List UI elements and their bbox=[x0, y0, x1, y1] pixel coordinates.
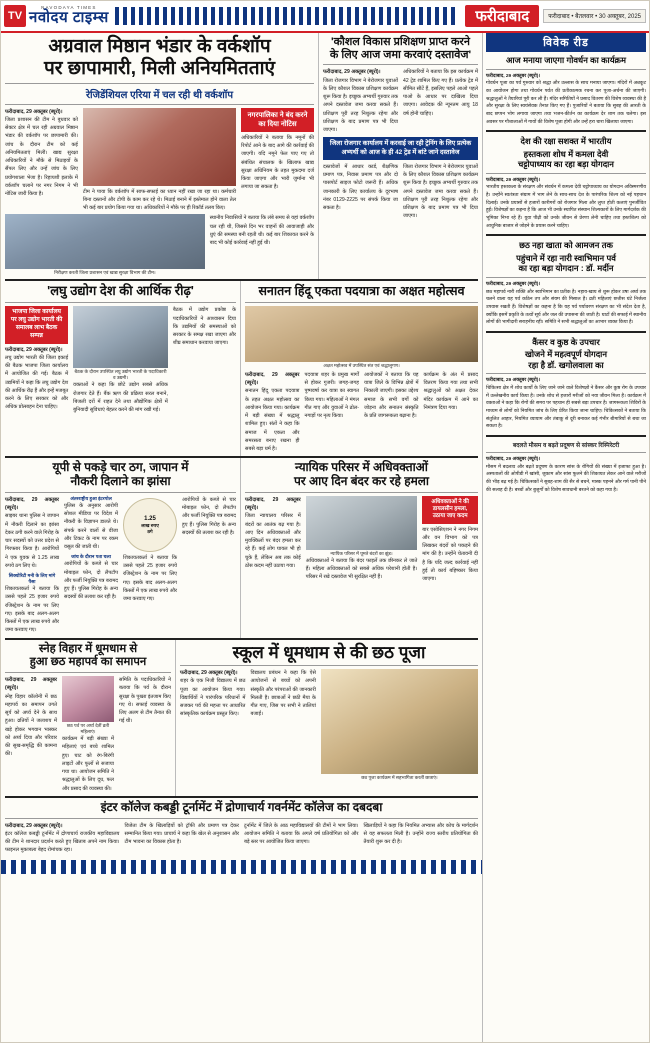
right-item-3-head-2: पहुंचाने में रहा नारी स्वाभिमान पर्व bbox=[516, 252, 616, 263]
court-headline-line2: पर आए दिन बंदर कर रहे हमला bbox=[293, 474, 430, 489]
right-item-4-head-1: कैंसर व कुष्ठ के उपचार bbox=[532, 336, 600, 347]
laghu-text-1: लघु उद्योग भारती की जिला इकाई की बैठक भाजपा जिला कार्यालय में आयोजित की गई। बैठक में उद्यमियों ने कहा कि लघु उद्योग देश की आर्थिक रीढ़ हैं और इन्हें मजबूत करने के लिए सरकार को और अधिक प्रोत्साहन देना चाहिए। bbox=[5, 354, 69, 411]
thug-text-2: पुलिस के अनुसार आरोपी सोशल मीडिया पर विदेश में नौकरी के विज्ञापन डालते थे। संपर्क करने वालों से वीजा और टिकट के नाम पर रकम वसूल की जाती थी। bbox=[64, 502, 118, 551]
lead-byline: फरीदाबाद, 29 अक्तूबर (ब्यूरो)। bbox=[5, 108, 63, 115]
right-item-2 bbox=[486, 136, 646, 230]
right-item-5-byline: फरीदाबाद, 29 अक्तूबर (ब्यूरो)। bbox=[486, 457, 541, 463]
right-item-3 bbox=[486, 240, 646, 327]
skill-col-1 bbox=[323, 68, 398, 134]
paper-nameplate bbox=[29, 6, 109, 27]
right-column bbox=[483, 33, 649, 1043]
thug-text-3: शिकायतकर्ता ने बताया कि उससे पहले 25 हजार रुपये रजिस्ट्रेशन के नाम पर लिए गए। इसके बाद अलग-अलग किस्तों में एक लाख रुपये और जमा करवाए गए। bbox=[123, 554, 177, 603]
laghu-headline: 'लघु उद्योग देश की आर्थिक रीढ़' bbox=[47, 283, 194, 299]
skill-text-1: जिला रोजगार विभाग ने बेरोजगार युवाओं के लिए कौशल विकास प्रशिक्षण कार्यक्रम शुरू किया है। इच्छुक अभ्यर्थी गुरुवार तक अपने दस्तावेज जमा करवा सकते हैं। प्रशिक्षण पूरी तरह निशुल्क रहेगा और प्रशिक्षण के बाद प्रमाण पत्र भी दिया जाएगा। bbox=[323, 77, 398, 134]
laghu-photo-block bbox=[73, 306, 168, 414]
thug-col-3 bbox=[123, 496, 177, 635]
skill-col-2 bbox=[403, 68, 478, 134]
right-item-4 bbox=[486, 337, 646, 431]
right-item-2-byline: फरीदाबाद, 29 अक्तूबर (ब्यूरो)। bbox=[486, 177, 541, 183]
skill-text-2: अधिकारियों ने बताया कि इस कार्यक्रम में 42 ट्रेड शामिल किए गए हैं। प्रत्येक ट्रेड में सीमित सीटें हैं, इसलिए पहले आओ पहले पाओ के आधार पर दाखिला दिया जाएगा। आवेदक की न्यूनतम आयु 18 वर्ष होनी चाहिए। bbox=[403, 69, 478, 117]
lead-photo-2 bbox=[5, 214, 205, 269]
kabaddi-text-2: विजेता टीम के खिलाड़ियों को ट्रॉफी और प्रमाण पत्र देकर सम्मानित किया गया। प्राचार्य ने कहा कि खेल से अनुशासन और टीम भावना का विकास होता है। bbox=[124, 822, 239, 846]
right-item-3-byline: फरीदाबाद, 29 अक्तूबर (ब्यूरो)। bbox=[486, 281, 541, 287]
chhath-caption: छठ पर्व पर अर्घ्य देतीं व्रती महिलाएं। bbox=[66, 723, 110, 735]
chhath-text-2: कार्यक्रम में बड़ी संख्या में महिलाएं एवं बच्चे शामिल हुए। घाट को रंग-बिरंगी लाइटों और फूलों से सजाया गया था। आयोजन समिति ने श्रद्धालुओं के लिए दूध, फल और प्रसाद की व्यवस्था की। bbox=[62, 736, 114, 792]
thug-text-1b: शिकायतकर्ता ने बताया कि उससे पहले 25 हजार रुपये रजिस्ट्रेशन के नाम पर लिए गए। इसके बाद अलग-अलग किस्तों में एक लाख रुपये और जमा करवाए गए। bbox=[5, 586, 59, 634]
school-article bbox=[176, 640, 482, 796]
thug-amount-verb: ठगे bbox=[147, 528, 153, 534]
chhath-photo-block bbox=[62, 676, 114, 793]
lead-text-3: अधिकारियों ने बताया कि नमूनों की रिपोर्ट आने के बाद आगे की कार्रवाई की जाएगी। यदि नमूने फेल पाए गए तो संबंधित संचालक के खिलाफ खाद्य सुरक्षा अधिनियम के तहत मुकदमा दर्ज किया जाएगा और भारी जुर्माना भी लगाया जा सकता है। bbox=[241, 134, 314, 191]
court-text-1: जिला न्यायालय परिसर में बंदरों का आतंक बढ़ गया है। आए दिन अधिवक्ताओं और मुवक्किलों पर बंदर हमला कर रहे हैं। कई लोग घायल भी हो चुके हैं, लेकिन अब तक कोई ठोस कदम नहीं उठाया गया। bbox=[245, 513, 301, 569]
school-photo bbox=[321, 669, 478, 774]
chhath-headline-line1: स्नेह विहार में धूमधाम से bbox=[38, 642, 138, 655]
school-byline: फरीदाबाद, 29 अक्तूबर (ब्यूरो)। bbox=[180, 670, 238, 677]
thug-byline: फरीदाबाद, 29 अक्तूबर (ब्यूरो)। bbox=[5, 496, 59, 512]
right-item-5-text: मौसम में बदलाव और बढ़ते प्रदूषण के कारण सांस के रोगियों की संख्या में इजाफा हुआ है। अस्पतालों की ओपीडी में खांसी, जुकाम और सांस फूलने की शिकायत लेकर आने वाले मरीजों की भीड़ बढ़ गई है। चिकित्सकों ने सुबह-शाम की सैर से बचने, मास्क पहनने और गर्म पानी पीने की सलाह दी है। बच्चों और बुजुर्गों को विशेष सावधानी बरतने को कहा गया है। bbox=[486, 464, 646, 493]
kabaddi-text-3: टूर्नामेंट में जिले के आठ महाविद्यालयों की टीमों ने भाग लिया। आयोजन समिति ने बताया कि अगले वर्ष प्रतियोगिता को और बड़े स्तर पर आयोजित किया जाएगा। bbox=[244, 822, 359, 846]
chhath-text-3: समिति के पदाधिकारियों ने बताया कि पर्व के दौरान सुरक्षा के पुख्ता इंतजाम किए गए थे। सफाई व्यवस्था के लिए अलग से टीम तैनात की गई थी। bbox=[119, 677, 171, 725]
lead-redbox: नगरपालिका ने बंद करने का दिया नोटिस bbox=[241, 108, 314, 132]
court-redbox: अधिवक्ताओं ने की डायलसीन हमला, उठाया जाए कदम bbox=[422, 496, 478, 524]
tv-logo-icon: TV bbox=[4, 5, 26, 27]
laghu-byline: फरीदाबाद, 29 अक्तूबर (ब्यूरो)। bbox=[5, 346, 63, 353]
kabaddi-article bbox=[1, 798, 482, 858]
lead-photo-block bbox=[83, 108, 236, 213]
right-item-2-head-1: देश की रक्षा सशक्त में भारतीय bbox=[520, 136, 612, 147]
right-item-2-text: भारतीय हस्तकला के संरक्षण और संवर्धन में कमला देवी चट्टोपाध्याय का योगदान अविस्मरणीय है। उन्होंने स्वतंत्रता संग्राम में भाग लेने के साथ-साथ देश के पारंपरिक शिल्प को नई पहचान दिलाई। उनके प्रयासों से हजारों कारीगरों को रोजगार मिला और लुप्त होती कलाएं पुनर्जीवित हुईं। विशेषज्ञों का कहना है कि आज भी उनके स्थापित संस्थान शिल्पकारों के लिए मार्गदर्शक की भूमिका निभा रहे हैं। युवा पीढ़ी को उनके जीवन से प्रेरणा लेनी चाहिए तथा हस्तशिल्प को आधुनिक बाजार से जोड़ने के प्रयास करने चाहिए। bbox=[486, 185, 646, 229]
laghu-article bbox=[1, 281, 241, 456]
school-text-2: विद्यालय प्रबंधन ने कहा कि ऐसे आयोजनों से बच्चों को अपनी संस्कृति और परंपराओं की जानकारी मिलती है। छात्राओं ने छठी मैया के गीत गाए, जिस पर सभी ने तालियां बजाईं। bbox=[250, 670, 316, 718]
right-item-3-head-3: का रहा बड़ा योगदान : डॉ. मर्दीन bbox=[518, 263, 614, 274]
right-item-4-head-3: रहा है डॉ. खगोलवाला का bbox=[528, 359, 604, 370]
masthead bbox=[1, 1, 649, 33]
skill-byline: फरीदाबाद, 29 अक्तूबर (ब्यूरो)। bbox=[323, 69, 381, 76]
sanatan-text-3: आयोजकों ने बताया कि यह यात्रा जिले के विभिन्न क्षेत्रों में निकाली जाएगी। इसका उद्देश्य समाज के सभी वर्गों को जोड़ना और सनातन संस्कृति के प्रति जागरूकता बढ़ाना है। bbox=[364, 371, 419, 420]
lead-col-3 bbox=[241, 108, 314, 213]
court-text-2: अधिवक्ताओं ने बताया कि बंदर फाइलें तक छीनकर ले जाते हैं। महिला अधिवक्ताओं को सबसे अधिक परेशानी होती है। परिसर में रखे दस्तावेज भी सुरक्षित नहीं हैं। bbox=[305, 557, 418, 581]
thug-text-1: साइबर थाना पुलिस ने जापान में नौकरी दिलाने का झांसा देकर ठगी करने वाले गिरोह के चार सदस्यों को उत्तर प्रदेश से गिरफ्तार किया है। आरोपियों ने एक युवक से 1.25 लाख रुपये ठग लिए थे। bbox=[5, 513, 59, 569]
lead-headline-line1: अग्रवाल मिष्ठान भंडार के वर्कशॉप bbox=[48, 36, 271, 57]
kabaddi-byline: फरीदाबाद, 29 अक्तूबर (ब्यूरो)। bbox=[5, 822, 63, 829]
court-col-1 bbox=[245, 496, 301, 584]
sanatan-headline: सनातन हिंदू एकता पदयात्रा का अक्षत महोत्सव bbox=[258, 284, 465, 299]
right-item-5-head: बदलते मौसम व बढ़ते प्रदूषण से सांस्कर रिस्पिरेटरी bbox=[512, 443, 620, 450]
court-caption: न्यायिक परिसर में घूमते बंदरों का झुंड। bbox=[330, 550, 393, 556]
sanatan-photo bbox=[245, 306, 478, 362]
skill-article bbox=[319, 33, 482, 279]
chhath-byline: फरीदाबाद, 29 अक्तूबर (ब्यूरो)। bbox=[5, 677, 57, 692]
lead-photo bbox=[83, 108, 236, 186]
chhath-text-1: स्नेह विहार कॉलोनी में छठ महापर्व का समापन उगते सूर्य को अर्घ्य देने के साथ हुआ। व्रतियों ने जलाशय में खड़े होकर भगवान भास्कर को अर्घ्य दिया और परिवार की सुख-समृद्धि की कामना की। bbox=[5, 693, 57, 758]
court-article bbox=[241, 458, 482, 637]
right-item-2-head-2: हस्तकला शोध में कमला देवी bbox=[523, 148, 609, 159]
school-col-1 bbox=[180, 669, 245, 781]
skill-text-3: दस्तावेजों में आधार कार्ड, शैक्षणिक प्रमाण पत्र, निवास प्रमाण पत्र और दो पासपोर्ट साइज फोटो जरूरी हैं। अधिक जानकारी के लिए कार्यालय के दूरभाष नंबर 0129-2225 पर संपर्क किया जा सकता है। bbox=[323, 163, 398, 212]
thug-col-1 bbox=[5, 496, 59, 635]
court-text-3: बार एसोसिएशन ने नगर निगम और वन विभाग को पत्र लिखकर बंदरों को पकड़ने की मांग की है। उन्होंने चेतावनी दी है कि यदि जल्द कार्रवाई नहीं हुई तो कार्य बहिष्कार किया जाएगा। bbox=[422, 526, 478, 583]
kabaddi-headline: इंटर कॉलेज कबड्डी टूर्नामेंट में द्रोणाचार्य गवर्नमेंट कॉलेज का दबदबा bbox=[100, 799, 383, 814]
sanatan-col-1 bbox=[245, 371, 300, 454]
court-photo-block bbox=[306, 496, 418, 584]
chhath-col-1 bbox=[5, 676, 57, 793]
chhath-headline-line2: हुआ छठ महापर्व का समापन bbox=[29, 655, 147, 668]
edition-date: फरीदाबाद • बैतलवार • 30 अक्तूबर, 2025 bbox=[543, 9, 646, 23]
thug-headline-line2: नौकरी दिलाने का झांसा bbox=[70, 474, 171, 489]
school-caption: छठ पूजा कार्यक्रम में सहभागिता करतीं छात्राएं। bbox=[361, 775, 438, 781]
right-item-5 bbox=[486, 441, 646, 494]
decorative-stripe bbox=[115, 7, 460, 25]
thug-sub-2: जांच के दौरान पता चला bbox=[71, 554, 111, 560]
court-photo bbox=[306, 496, 418, 550]
thug-article bbox=[1, 458, 241, 637]
paper-name-hindi: नवोदय टाइम्स bbox=[29, 9, 109, 27]
chhath-photo bbox=[62, 676, 114, 722]
lead-text-4: स्थानीय निवासियों ने बताया कि लंबे समय से यहां वर्कशॉप चल रही थी, जिससे दिन भर वाहनों की आवाजाही और धुएं की समस्या बनी रहती थी। कई बार शिकायत करने के बाद भी कोई कार्रवाई नहीं हुई थी। bbox=[209, 215, 314, 247]
skill-headline-line1: 'कौशल विकास प्रशिक्षण प्राप्त करने bbox=[330, 36, 471, 48]
right-item-1-head: आज मनाया जाएगा गोवर्धन का कार्यक्रम bbox=[506, 55, 626, 65]
lead-headline-line2: पर छापामारी, मिली अनियमितताएं bbox=[43, 57, 276, 79]
lead-kicker: रेजिडेंशियल एरिया में चल रही थी वर्कशॉप bbox=[85, 89, 234, 101]
right-column-title: विवेक रीड bbox=[486, 33, 646, 52]
right-item-3-head-1: छठ नहा खाता को आमजन तक bbox=[519, 240, 613, 251]
right-item-1 bbox=[486, 55, 646, 126]
laghu-photo bbox=[73, 306, 168, 368]
thug-amount-value: 1.25 bbox=[144, 515, 156, 522]
right-item-1-text: गोवर्धन पूजा का पर्व गुरुवार को श्रद्धा और उल्लास के साथ मनाया जाएगा। मंदिरों में अन्नकूट का आयोजन होगा तथा गोवर्धन पर्वत की प्रतीकात्मक रचना कर पूजा-अर्चना की जाएगी। श्रद्धालुओं ने तैयारियां पूरी कर ली हैं। मंदिर समितियों ने प्रसाद वितरण की विशेष व्यवस्था की है और सुरक्षा के लिए स्वयंसेवक तैनात किए गए हैं। पुजारियों ने बताया कि सुबह की आरती के बाद छप्पन भोग लगाया जाएगा तथा भजन-कीर्तन का कार्यक्रम देर शाम तक चलेगा। इस अवसर पर गौशालाओं में गायों की विशेष पूजा होगी और उन्हें हरा चारा खिलाया जाएगा। bbox=[486, 81, 646, 125]
right-item-2-head-3: चट्टोपाध्याय का रहा बड़ा योगदान bbox=[518, 159, 614, 170]
lead-text-1: जिला प्रशासन की टीम ने बुधवार को सेक्टर क्षेत्र में चल रही अग्रवाल मिष्ठान भंडार की वर्कशॉप पर छापामारी की। जांच के दौरान टीम को कई अनियमितताएं मिलीं। खाद्य सुरक्षा अधिकारियों ने मौके से मिठाइयों के सैंपल लिए और उन्हें जांच के लिए प्रयोगशाला भेजा है। रिहायशी इलाके में वर्कशॉप चलाने पर नगर निगम ने भी नोटिस जारी किया है। bbox=[5, 116, 78, 198]
sanatan-caption: अक्षत महोत्सव में उपस्थित संत एवं श्रद्धालुगण। bbox=[323, 362, 400, 368]
kabaddi-col-1 bbox=[5, 822, 120, 855]
sanatan-text-4: कार्यक्रम के अंत में प्रसाद वितरण किया गया तथा सभी श्रद्धालुओं को अक्षत देकर मंदिर कार्यक्रम में आने का निमंत्रण दिया गया। bbox=[423, 371, 478, 411]
sanatan-article bbox=[241, 281, 482, 456]
court-headline-line1: न्यायिक परिसर में अधिवक्ताओं bbox=[295, 460, 428, 475]
laghu-col-1 bbox=[5, 306, 68, 414]
sanatan-byline: फरीदाबाद, 29 अक्तूबर (ब्यूरो)। bbox=[245, 371, 300, 387]
school-text-1: शहर के एक निजी विद्यालय में छठ पूजा का आयोजन किया गया। विद्यार्थियों ने पारंपरिक परिधानों में सजकर पर्व की महत्ता पर आधारित सांस्कृतिक कार्यक्रम प्रस्तुत किए। bbox=[180, 678, 246, 718]
skill-headline-line2: के लिए आज जमा करवाएं दस्तावेज' bbox=[329, 48, 472, 61]
laghu-caption: बैठक के दौरान उपस्थित लघु उद्योग भारती के पदाधिकारी व उद्यमी। bbox=[74, 369, 167, 381]
right-item-3-text: छठ महापर्व नारी शक्ति और स्वाभिमान का प्रतीक है। नहाय-खाय से शुरू होकर उषा अर्घ्य तक चलने वाला यह पर्व कठिन तप और संयम की मिसाल है। व्रती महिलाएं छत्तीस घंटे निर्जला उपवास रखती हैं। विशेषज्ञों का कहना है कि यह पर्व पर्यावरण संरक्षण का भी संदेश देता है, क्योंकि इसमें प्रकृति के तत्वों सूर्य और जल की उपासना की जाती है। घाटों की सफाई में स्थानीय लोगों की भागीदारी सराहनीय रही। समिति ने सभी श्रद्धालुओं का आभार व्यक्त किया है। bbox=[486, 289, 646, 326]
lead-photo-block-2 bbox=[5, 214, 205, 276]
kabaddi-text-1: इंटर कॉलेज कबड्डी टूर्नामेंट में द्रोणाचार्य राजकीय महाविद्यालय की टीम ने शानदार प्रदर्शन करते हुए खिताब अपने नाम किया। फाइनल मुकाबला बेहद रोमांचक रहा। bbox=[5, 830, 120, 854]
city-badge: फरीदाबाद bbox=[465, 5, 539, 27]
lead-caption: निरीक्षण करती जिला प्रशासन एवं खाद्य सुरक्षा विभाग की टीम। bbox=[54, 270, 156, 276]
bottom-decorative-strip bbox=[1, 860, 482, 874]
thug-amount-unit: लाख रुपए bbox=[141, 522, 159, 528]
right-item-4-text: चिकित्सा क्षेत्र में शोध कार्यों के लिए जाने जाने वाले विशेषज्ञों ने कैंसर और कुष्ठ रोग के उपचार में उल्लेखनीय कार्य किया है। उनके शोध से हजारों मरीजों को नया जीवन मिला है। कार्यक्रम में वक्ताओं ने कहा कि रोगों की समय पर पहचान ही सबसे बड़ा उपचार है। जागरूकता शिविरों के माध्यम से लोगों को नियमित जांच के लिए प्रेरित किया जाना चाहिए। चिकित्सकों ने बताया कि संतुलित आहार, नियमित व्यायाम और तंबाकू से दूरी बनाकर कई गंभीर बीमारियों से बचा जा सकता है। bbox=[486, 386, 646, 430]
thug-text-4: आरोपियों के कब्जे से चार मोबाइल फोन, दो लैपटॉप और फर्जी नियुक्ति पत्र बरामद हुए हैं। पुलिस गिरोह के अन्य सदस्यों की तलाश कर रही है। bbox=[182, 496, 236, 536]
right-item-4-byline: फरीदाबाद, 29 अक्तूबर (ब्यूरो)। bbox=[486, 378, 541, 384]
right-item-4-head-2: खोजने में महत्वपूर्ण योगदान bbox=[524, 349, 608, 360]
skill-bluebox: जिला रोजगार कार्यालय में करवाई जा रही ट्रेनिंग के लिए प्रत्येक अभ्यर्थी को आज के ही 42 ट्रेड में बांटे जाने दस्तावेज bbox=[323, 137, 478, 160]
lead-col-1 bbox=[5, 108, 78, 213]
court-col-3 bbox=[422, 496, 478, 584]
kabaddi-text-4: खिलाड़ियों ने कहा कि नियमित अभ्यास और कोच के मार्गदर्शन से यह सफलता मिली है। उन्होंने राज्य स्तरीय प्रतियोगिता की तैयारी शुरू कर दी है। bbox=[363, 822, 478, 846]
school-photo-block bbox=[321, 669, 478, 781]
thug-sub-1: सिक्योरिटी मनी के लिए मांगे पैसा bbox=[8, 573, 56, 585]
thug-amount-callout bbox=[123, 498, 177, 552]
sanatan-text-2: पदयात्रा शहर के प्रमुख मार्गों से होकर गुजरी। जगह-जगह पुष्पवर्षा कर यात्रा का स्वागत किया गया। महिलाओं ने मंगल गीत गाए और युवाओं ने ढोल-नगाड़ों पर नृत्य किया। bbox=[304, 371, 359, 420]
laghu-subhead: भाजपा जिला कार्यालय पर लघु उद्योग भारती की समालब लाभ बैठक सम्पन्न bbox=[5, 306, 68, 343]
lead-article bbox=[1, 33, 319, 279]
sanatan-text-1: सनातन हिंदू एकता पदयात्रा के तहत अक्षत महोत्सव का आयोजन किया गया। कार्यक्रम में बड़ी संख्या में श्रद्धालु शामिल हुए। संतों ने कहा कि समाज में एकता और समरसता बनाए रखना ही सबसे बड़ा धर्म है। bbox=[245, 388, 300, 453]
thug-kicker: अंतरराष्ट्रीय हुआ इंटरपोल bbox=[70, 495, 112, 501]
chhath-article bbox=[1, 640, 176, 796]
thug-col-2 bbox=[64, 496, 118, 635]
skill-text-3b: जिला रोजगार विभाग ने बेरोजगार युवाओं के लिए कौशल विकास प्रशिक्षण कार्यक्रम शुरू किया है। इच्छुक अभ्यर्थी गुरुवार तक अपने दस्तावेज जमा करवा सकते हैं। प्रशिक्षण पूरी तरह निशुल्क रहेगा और प्रशिक्षण के बाद प्रमाण पत्र भी दिया जाएगा। bbox=[403, 163, 478, 220]
school-headline: स्कूल में धूमधाम से की छठ पूजा bbox=[232, 642, 426, 662]
laghu-text-2: वक्ताओं ने कहा कि छोटे उद्योग सबसे अधिक रोजगार देते हैं। बैंक ऋण की प्रक्रिया सरल बनाने, बिजली दरों में राहत देने तथा औद्योगिक क्षेत्रों में बुनियादी सुविधाएं बेहतर करने की मांग रखी गई। bbox=[73, 382, 168, 414]
page-body bbox=[1, 33, 649, 1043]
thug-text-2b: आरोपियों के कब्जे से चार मोबाइल फोन, दो लैपटॉप और फर्जी नियुक्ति पत्र बरामद हुए हैं। पुलिस गिरोह के अन्य सदस्यों की तलाश कर रही है। bbox=[64, 561, 118, 601]
laghu-text-3: बैठक में उद्योग प्रकोष्ठ के पदाधिकारियों ने आश्वासन दिया कि उद्यमियों की समस्याओं को सरकार के समक्ष रखा जाएगा और शीघ्र समाधान करवाया जाएगा। bbox=[172, 307, 236, 347]
lead-text-2: टीम ने पाया कि वर्कशॉप में साफ-सफाई का ध्यान नहीं रखा जा रहा था। कर्मचारी बिना दस्तानों और टोपी के काम कर रहे थे। मिठाई बनाने में इस्तेमाल होने वाला तेल भी कई बार प्रयोग किया गया था। अधिकारियों ने मौके पर ही रिकॉर्ड तलब किए। bbox=[82, 188, 237, 212]
court-byline: फरीदाबाद, 29 अक्तूबर (ब्यूरो)। bbox=[245, 496, 301, 512]
thug-headline-line1: यूपी से पकड़े चार ठग, जापान में bbox=[52, 460, 189, 475]
right-item-1-byline: फरीदाबाद, 29 अक्तूबर (ब्यूरो)। bbox=[486, 73, 541, 79]
main-content bbox=[1, 33, 483, 1043]
paper-name-english: NAVODAYA TIMES bbox=[41, 4, 97, 10]
